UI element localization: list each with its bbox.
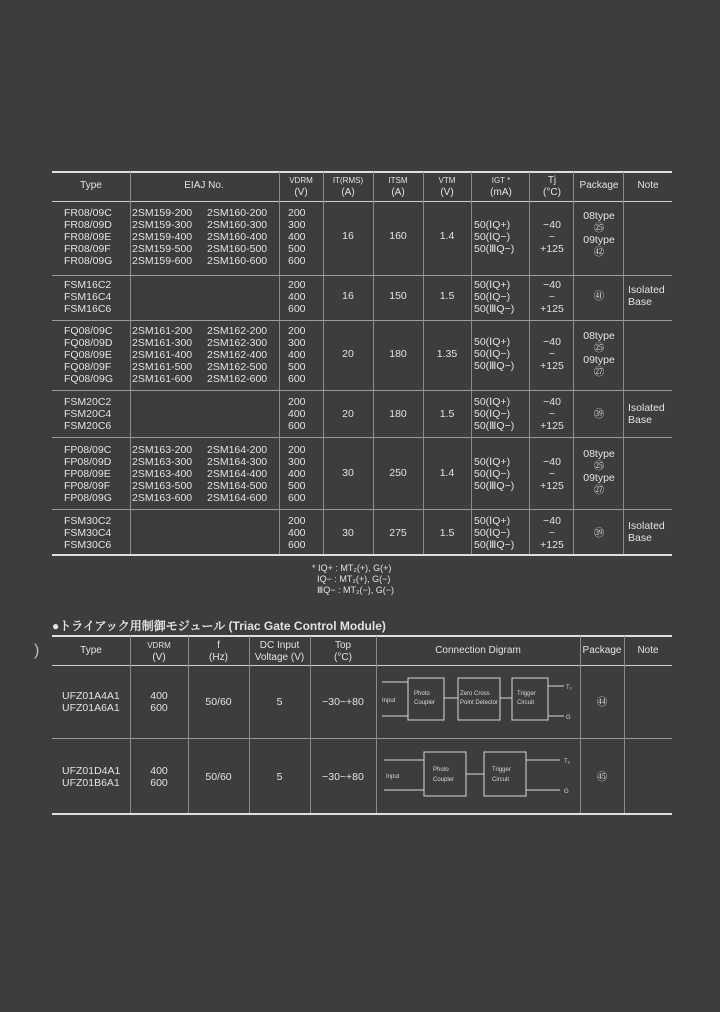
header-package: Package (582, 645, 622, 656)
cell-tj: −40 ~ +125 (540, 515, 564, 551)
cell-f: 50/60 (205, 696, 232, 708)
connection-diagram (378, 668, 578, 736)
cell-package: ㊹ (596, 696, 608, 708)
connection-diagram (378, 742, 578, 810)
cell-eiaj2: 2SM162-200 2SM162-300 2SM162-400 2SM162-500 2SM162-600 (207, 325, 268, 385)
cell-vdrm: 200 300 400 500 600 (288, 207, 306, 267)
header-vdrm: VDRM (289, 176, 313, 185)
header-itsm-unit: (A) (391, 187, 405, 198)
cell-top: −30~+80 (322, 771, 364, 783)
cell-eiaj2: 2SM160-200 2SM160-300 2SM160-400 2SM160-500 2SM160-600 (207, 207, 268, 267)
cell-package: ㊴ (593, 408, 605, 420)
cell-vtm: 1.4 (439, 230, 455, 242)
cell-vdrm: 200 400 600 (288, 279, 306, 315)
header-note: Note (637, 645, 659, 656)
header-f: f (217, 640, 220, 651)
cell-itsm: 160 (389, 230, 407, 242)
cell-note: Isolated Base (628, 284, 665, 308)
cell-tj: −40 ~ +125 (540, 456, 564, 492)
cell-it: 30 (342, 527, 354, 539)
cell-igt: 50(ⅠQ+) 50(ⅠQ−) 50(ⅢQ−) (474, 456, 515, 492)
cell-vdrm: 200 300 400 500 600 (288, 325, 306, 385)
cell-it: 16 (342, 290, 354, 302)
cell-itsm: 180 (389, 348, 407, 360)
cell-igt: 50(ⅠQ+) 50(ⅠQ−) 50(ⅢQ−) (474, 396, 515, 432)
cell-note: Isolated Base (628, 520, 665, 544)
cell-vdrm: 400 600 (150, 765, 168, 789)
cell-f: 50/60 (205, 771, 232, 783)
header-itsm: ITSM (388, 176, 408, 185)
diagram-t2-label: T₂ (566, 685, 572, 691)
diagram-box1-label: Coupler (433, 777, 455, 783)
header-it: IT(RMS) (332, 176, 364, 185)
header-top-unit: (°C) (334, 652, 352, 663)
cell-tj: −40 ~ +125 (540, 336, 564, 372)
diagram-box1-label: Coupler (414, 700, 436, 706)
header-package: Package (579, 180, 619, 191)
header-vdrm: VDRM (147, 641, 171, 650)
cell-tj: −40 ~ +125 (540, 219, 564, 255)
header-eiaj: EIAJ No. (184, 180, 224, 191)
cell-package: 08type ㉕ 09type ㊷ (583, 210, 615, 258)
header-top: Top (334, 640, 352, 651)
header-vdrm-unit: (V) (152, 652, 166, 663)
cell-top: −30~+80 (322, 696, 364, 708)
cell-it: 30 (342, 467, 354, 479)
diagram-box2-label: Zero Cross (460, 691, 490, 697)
cell-package: ㊶ (593, 290, 605, 302)
cell-igt: 50(ⅠQ+) 50(ⅠQ−) 50(ⅢQ−) (474, 219, 515, 255)
header-vtm: VTM (438, 176, 456, 185)
header-tj-unit: (°C) (543, 187, 561, 198)
header-dc: DC Input (259, 640, 300, 651)
diagram-input-label: Input (382, 698, 396, 704)
cell-tj: −40 ~ +125 (540, 279, 564, 315)
header-f-unit: (Hz) (209, 652, 228, 663)
cell-it: 16 (342, 230, 354, 242)
cell-vdrm: 200 300 400 500 600 (288, 444, 306, 504)
header-dc-unit: Voltage (V) (254, 652, 305, 663)
cell-package: 08type ㉕ 09type ㉗ (583, 330, 615, 378)
cell-itsm: 180 (389, 408, 407, 420)
header-it-unit: (A) (341, 187, 355, 198)
cell-eiaj1: 2SM159-200 2SM159-300 2SM159-400 2SM159-500 2SM159-600 (132, 207, 193, 267)
diagram-box3-label: Trigger (517, 691, 536, 697)
cell-vdrm: 200 400 600 (288, 396, 306, 432)
header-igt: IGT * (491, 176, 511, 185)
cell-igt: 50(ⅠQ+) 50(ⅠQ−) 50(ⅢQ−) (474, 515, 515, 551)
cell-type: UFZ01D4A1 UFZ01B6A1 (62, 765, 121, 789)
cell-it: 20 (342, 408, 354, 420)
diagram-box1-label: Photo (433, 767, 449, 773)
cell-igt: 50(ⅠQ+) 50(ⅠQ−) 50(ⅢQ−) (474, 279, 515, 315)
section-title: ●トライアック用制御モジュール (Triac Gate Control Module) (52, 619, 386, 633)
diagram-box2-label: Point Detector (460, 700, 499, 706)
diagram-box2-label: Trigger (492, 767, 511, 773)
cell-it: 20 (342, 348, 354, 360)
diagram-input-label: Input (386, 774, 400, 780)
cell-itsm: 275 (389, 527, 407, 539)
cell-itsm: 150 (389, 290, 407, 302)
cell-vdrm: 400 600 (150, 690, 168, 714)
cell-vtm: 1.35 (436, 348, 458, 360)
cell-dc: 5 (276, 771, 283, 783)
cell-type: FP08/09C FP08/09D FP08/09E FP08/09F FP08/09G (64, 444, 112, 504)
header-vdrm-unit: (V) (294, 187, 308, 198)
header-diagram: Connection Digram (435, 645, 521, 656)
cell-type: FR08/09C FR08/09D FR08/09E FR08/09F FR08/09G (64, 207, 113, 267)
cell-dc: 5 (276, 696, 283, 708)
margin-bracket: ) (34, 642, 40, 659)
header-vtm-unit: (V) (440, 187, 454, 198)
cell-eiaj2: 2SM164-200 2SM164-300 2SM164-400 2SM164-500 2SM164-600 (207, 444, 268, 504)
cell-note: Isolated Base (628, 402, 665, 426)
igt-footnote: * ⅠQ+ : MT₂(+), G(+) ⅠQ− : MT₂(+), G(−) ⅢQ− : MT₂(−), G(−) (312, 563, 394, 595)
cell-vtm: 1.5 (439, 290, 455, 302)
cell-type: FSM16C2 FSM16C4 FSM16C6 (64, 279, 112, 315)
diagram-g-label: G (566, 715, 571, 721)
header-note: Note (637, 180, 659, 191)
cell-tj: −40 ~ +125 (540, 396, 564, 432)
header-tj: Tj (547, 175, 557, 186)
cell-igt: 50(ⅠQ+) 50(ⅠQ−) 50(ⅢQ−) (474, 336, 515, 372)
cell-vtm: 1.5 (439, 527, 455, 539)
cell-type: FSM20C2 FSM20C4 FSM20C6 (64, 396, 112, 432)
header-type: Type (80, 645, 102, 656)
cell-eiaj1: 2SM161-200 2SM161-300 2SM161-400 2SM161-500 2SM161-600 (132, 325, 193, 385)
cell-type: FSM30C2 FSM30C4 FSM30C6 (64, 515, 112, 551)
cell-type: UFZ01A4A1 UFZ01A6A1 (62, 690, 120, 714)
cell-vtm: 1.5 (439, 408, 455, 420)
cell-itsm: 250 (389, 467, 407, 479)
cell-vtm: 1.4 (439, 467, 455, 479)
header-igt-unit: (mA) (490, 187, 512, 198)
cell-type: FQ08/09C FQ08/09D FQ08/09E FQ08/09F FQ08/09G (64, 325, 114, 385)
cell-vdrm: 200 400 600 (288, 515, 306, 551)
diagram-box2-label: Circuit (492, 777, 510, 783)
diagram-box3-label: Circuit (517, 700, 535, 706)
diagram-box1-label: Photo (414, 691, 430, 697)
cell-package: ㊺ (596, 771, 608, 783)
diagram-t2-label: T₂ (564, 759, 570, 765)
cell-package: 08type ㉕ 09type ㉗ (583, 448, 615, 496)
header-type: Type (80, 180, 102, 191)
cell-package: ㊴ (593, 527, 605, 539)
cell-eiaj1: 2SM163-200 2SM163-300 2SM163-400 2SM163-500 2SM163-600 (132, 444, 193, 504)
diagram-g-label: G (564, 789, 569, 795)
